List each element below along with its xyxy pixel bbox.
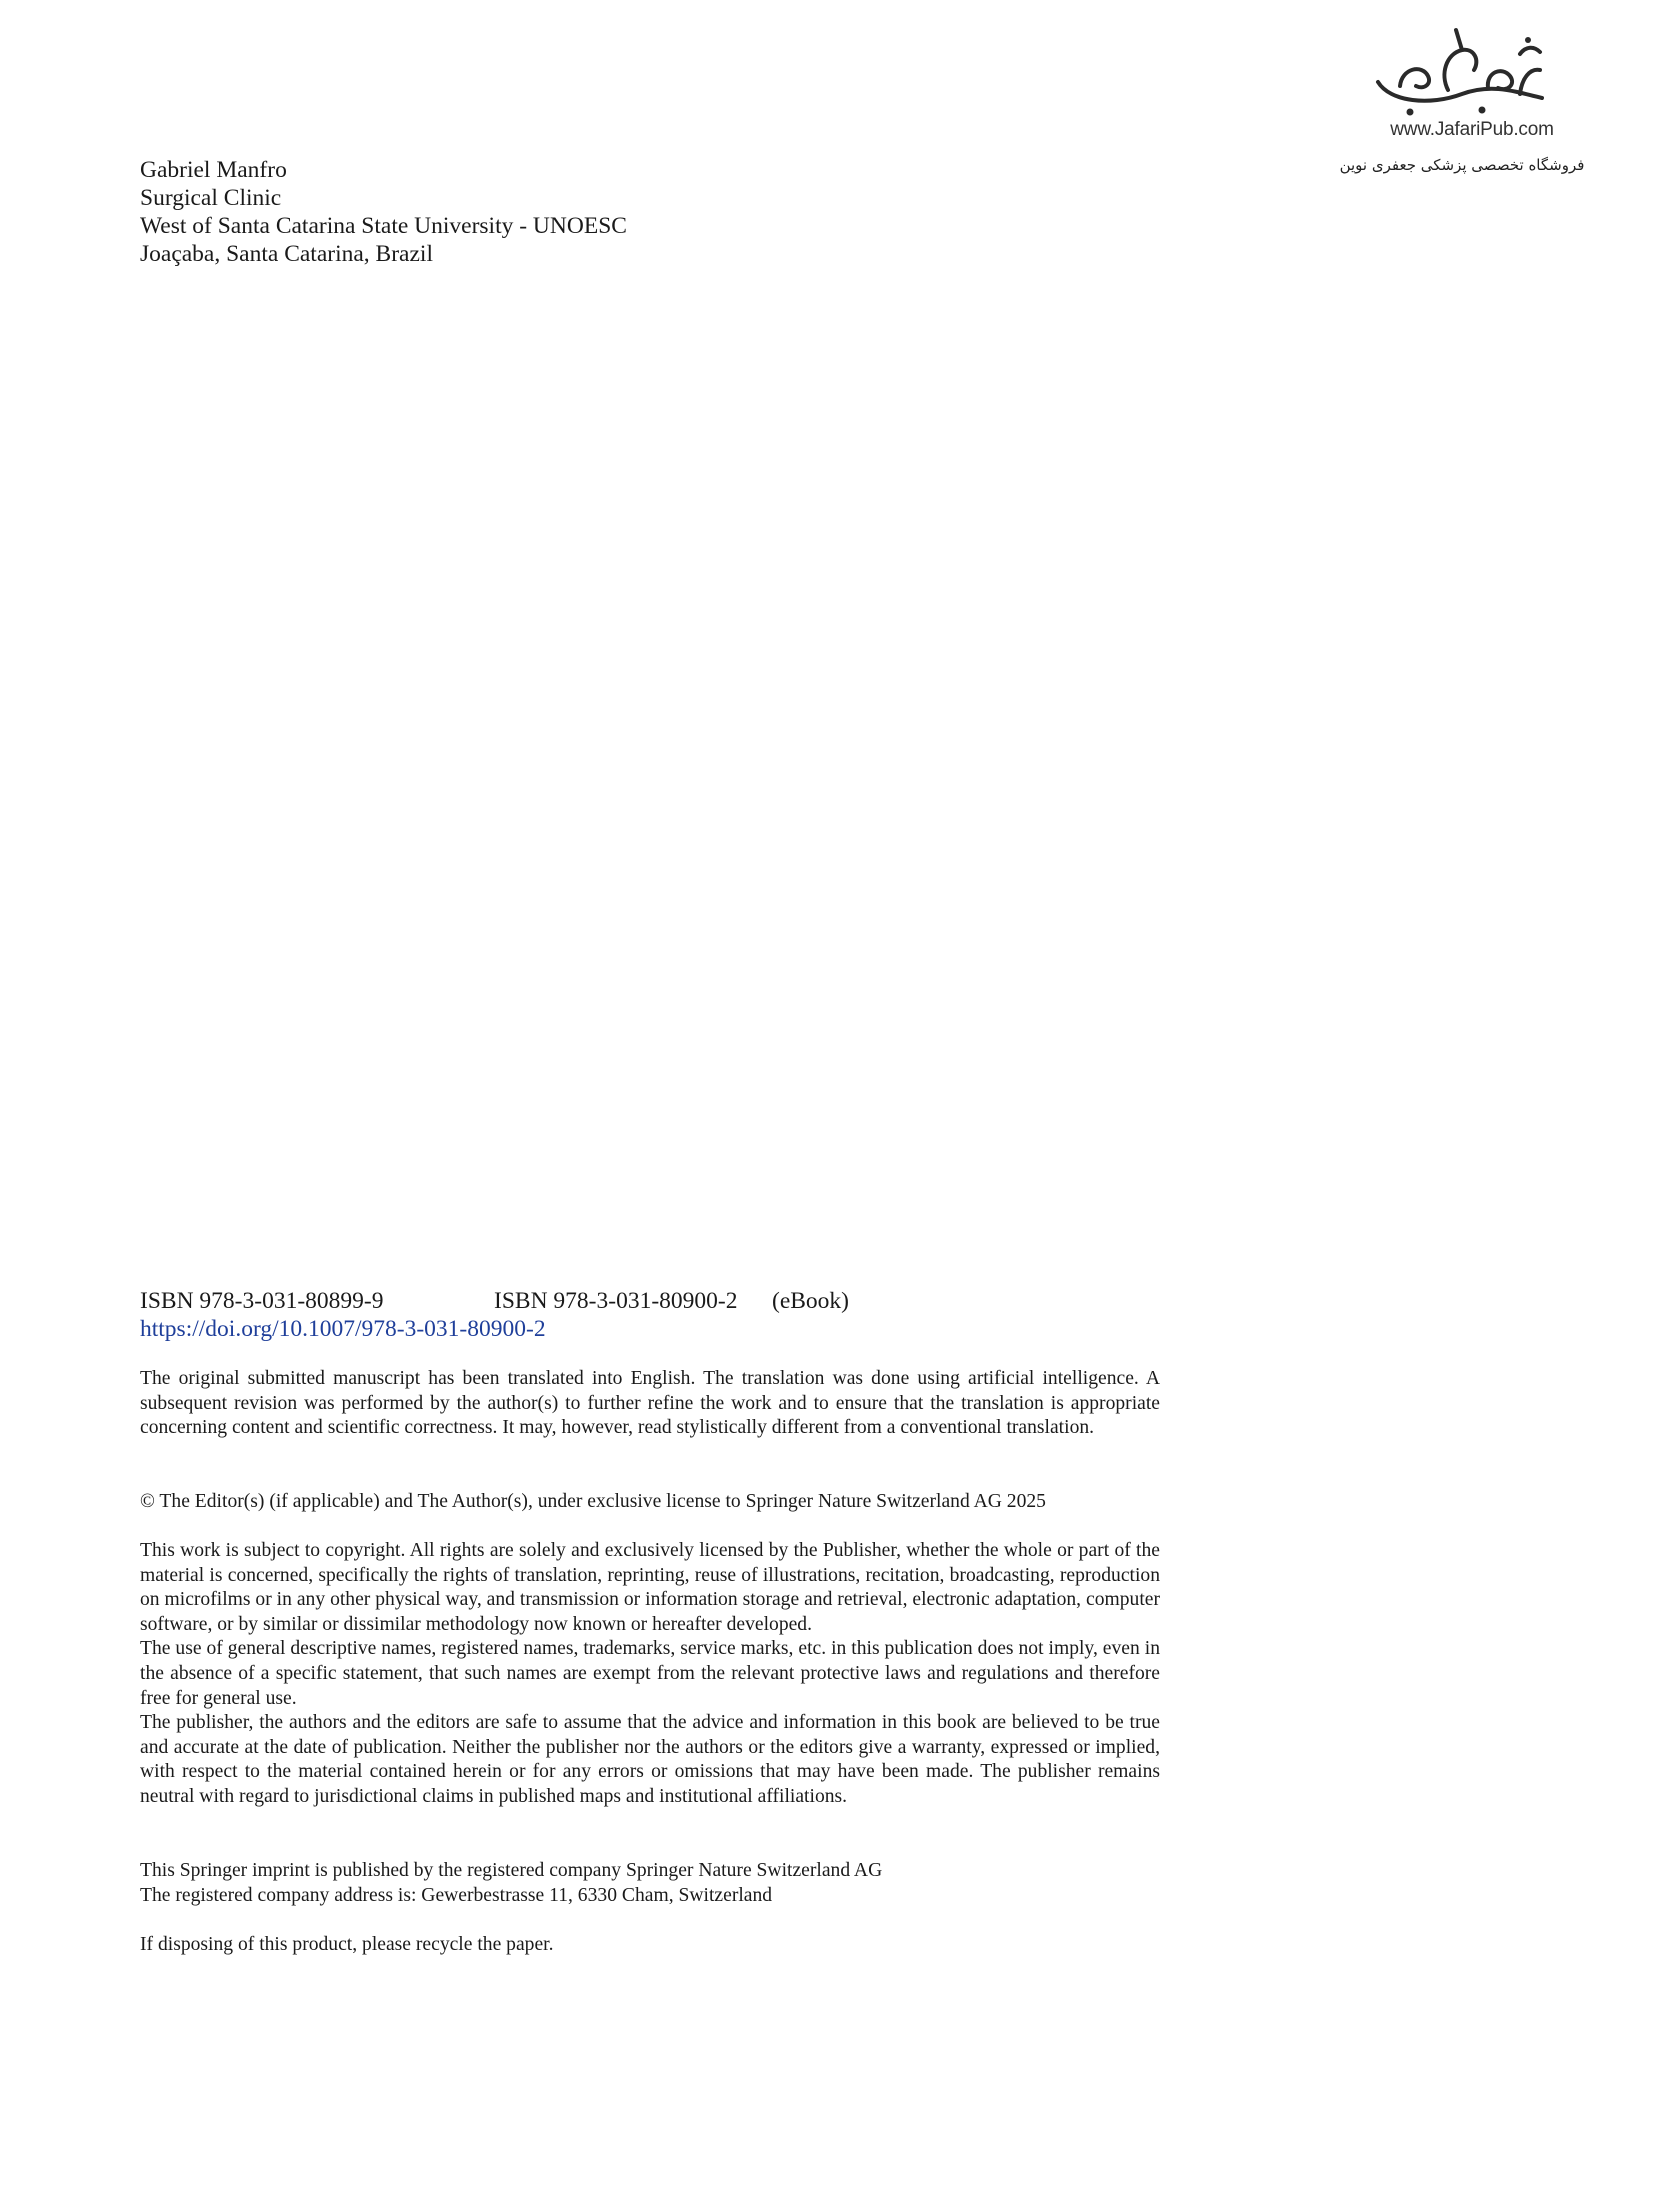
- imprint-notice: [140, 1859, 1160, 1908]
- imprint-line: This Springer imprint is published by the registered company Springer Nature Switzerland AG: [140, 1860, 883, 1881]
- isbn-ebook-label: (eBook): [772, 1288, 850, 1314]
- author-department: Surgical Clinic: [140, 185, 282, 211]
- isbn-print: ISBN 978-3-031-80899-9: [140, 1288, 384, 1314]
- rights-paragraph: The publisher, the authors and the editors are safe to assume that the advice and information in this book are believed to be true and accurate at the date of publication. Neither the publisher nor the authors or the editors give a warranty, expressed or implied, with respect to the material contained herein or for any errors or omissions that may have been made. The publisher remains neutral with regard to jurisdictional claims in published maps and institutional affiliations.: [140, 1712, 1160, 1807]
- author-location: Joaçaba, Santa Catarina, Brazil: [140, 241, 433, 267]
- recycle-notice: [140, 1933, 1160, 1958]
- isbn-ebook: ISBN 978-3-031-80900-2: [494, 1288, 738, 1314]
- logo-website: www.JafariPub.com: [1390, 119, 1554, 140]
- translation-notice: [140, 1367, 1160, 1441]
- doi-link[interactable]: https://doi.org/10.1007/978-3-031-80900-2: [140, 1316, 546, 1342]
- isbn-row: [140, 1287, 849, 1315]
- publisher-logo: [1324, 24, 1600, 184]
- imprint-line: The registered company address is: Gewerbestrasse 11, 6330 Cham, Switzerland: [140, 1884, 773, 1906]
- recycle-text: If disposing of this product, please recycle the paper.: [140, 1934, 554, 1955]
- copyright-text: © The Editor(s) (if applicable) and The Author(s), under exclusive license to Springer Nature Switzerland AG 2025: [140, 1491, 1046, 1512]
- rights-paragraph: This work is subject to copyright. All rights are solely and exclusively licensed by the Publisher, whether the whole or part of the material is concerned, specifically the rights of translation, reprinting, reuse of illustrations, recitation, broadcasting, reproduction on microfilms or in any other physical way, and transmission or information storage and retrieval, electronic adaptation, computer software, or by similar or dissimilar methodology now known or hereafter developed.: [140, 1540, 1160, 1635]
- author-institution: West of Santa Catarina State University - UNOESC: [140, 213, 627, 239]
- rights-paragraph: The use of general descriptive names, registered names, trademarks, service marks, etc. in this publication does not imply, even in the absence of a specific statement, that such names are exempt from the relevant protective laws and regulations and therefore free for general use.: [140, 1638, 1160, 1709]
- logo-tagline: فروشگاه تخصصی پزشکی جعفری نوین: [1339, 156, 1585, 174]
- translation-notice-text: The original submitted manuscript has been translated into English. The translation was done using artificial intelligence. A subsequent revision was performed by the author(s) to further refine the work and to ensure that the translation is appropriate concerning content and scientific correctness. It may, however, read stylistically different from a conventional translation.: [140, 1368, 1160, 1439]
- jafari-logo-mark: [1370, 24, 1554, 120]
- author-name: Gabriel Manfro: [140, 157, 287, 183]
- author-address: [140, 156, 627, 268]
- rights-notice: [140, 1539, 1160, 1810]
- copyright-notice: [140, 1490, 1160, 1515]
